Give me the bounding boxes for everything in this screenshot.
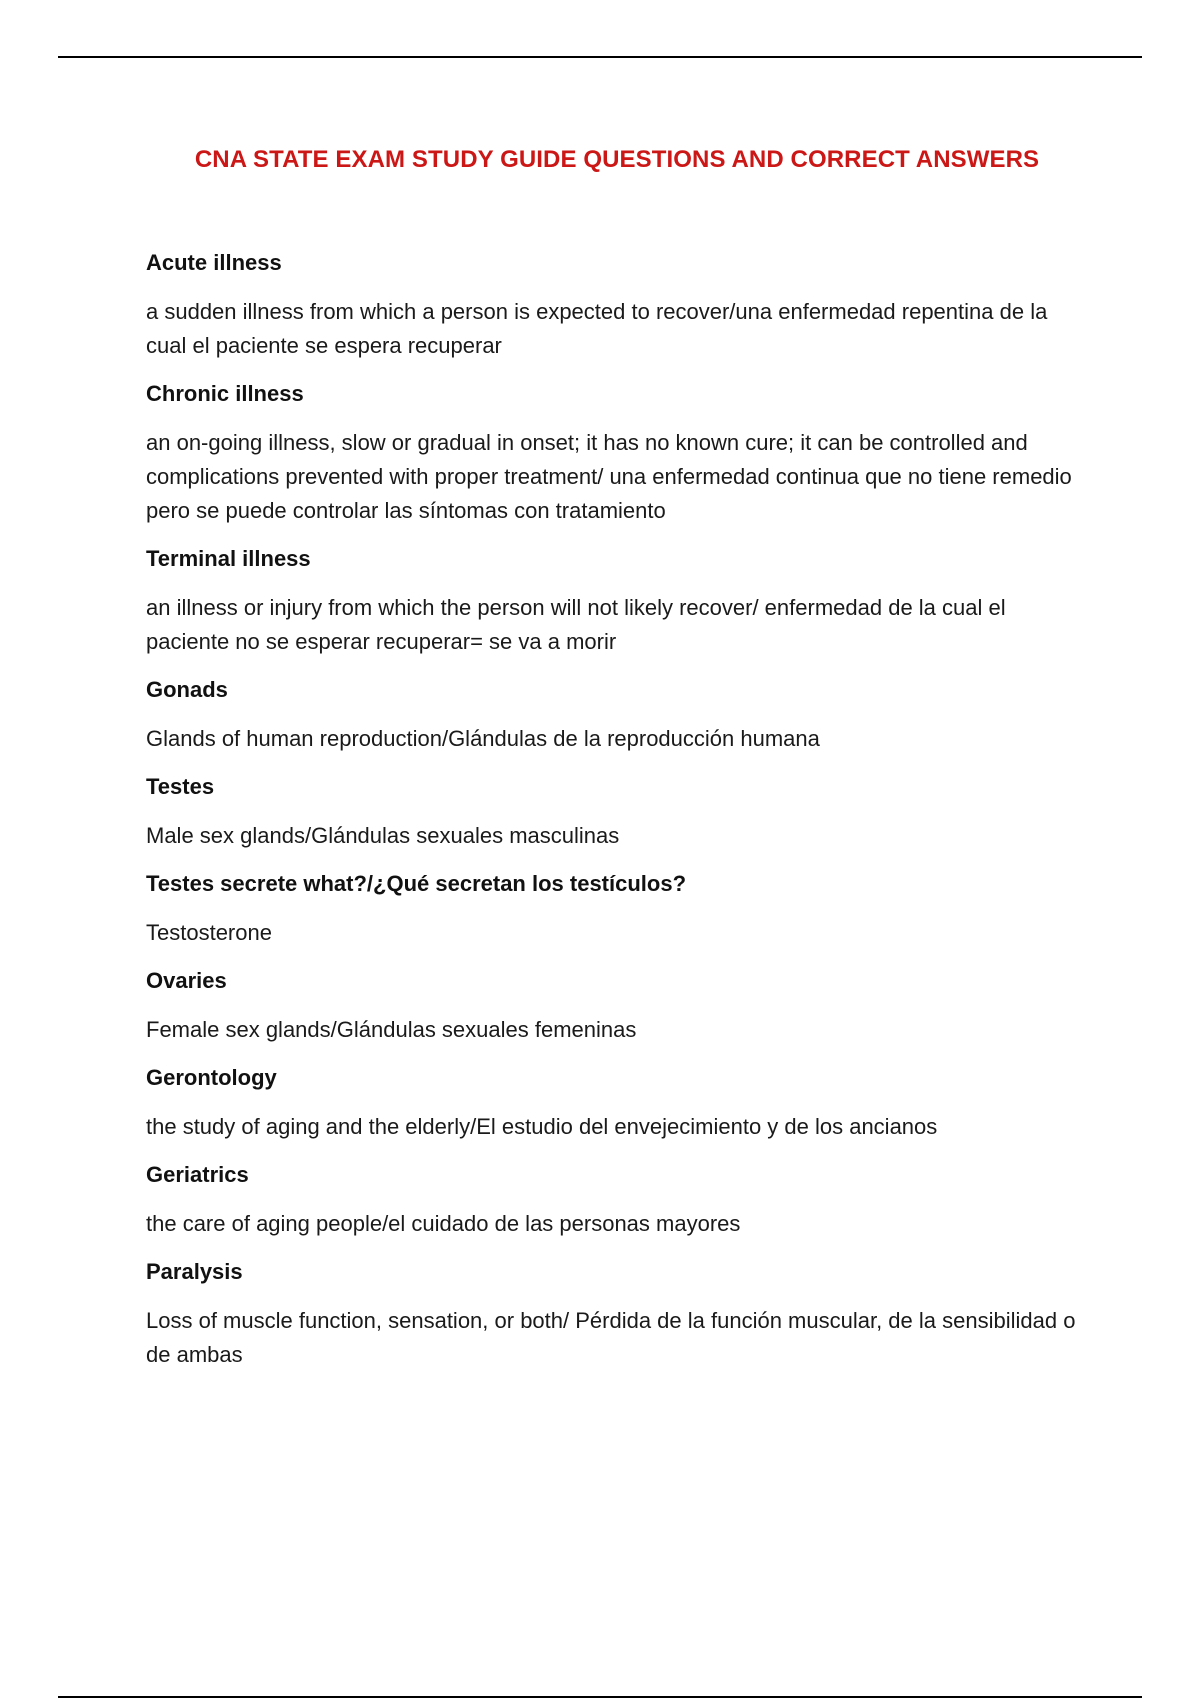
- study-guide-content: [146, 246, 1081, 1386]
- entry-definition: Glands of human reproduction/Glándulas de la reproducción humana: [146, 726, 820, 751]
- top-rule: [58, 56, 1142, 58]
- entry-term: Testes secrete what?/¿Qué secretan los testículos?: [146, 871, 687, 896]
- document-title: CNA STATE EXAM STUDY GUIDE QUESTIONS AND CORRECT ANSWERS: [194, 146, 1040, 173]
- entry-definition: Testosterone: [146, 920, 272, 945]
- entry: [146, 377, 1081, 528]
- entry-term: Paralysis: [146, 1259, 243, 1284]
- entry-term: Chronic illness: [146, 381, 304, 406]
- entry-definition: the study of aging and the elderly/El estudio del envejecimiento y de los ancianos: [146, 1114, 938, 1139]
- bottom-rule: [58, 1696, 1142, 1698]
- entry: [146, 964, 1081, 1047]
- entry-definition: an illness or injury from which the person will not likely recover/ enfermedad de la cual el paciente no se esperar recuperar= se va a morir: [146, 595, 1006, 654]
- entry-definition: Male sex glands/Glándulas sexuales masculinas: [146, 823, 620, 848]
- entry: [146, 1158, 1081, 1241]
- entry-term: Ovaries: [146, 968, 227, 993]
- entry-definition: an on-going illness, slow or gradual in onset; it has no known cure; it can be controlled and complications prevented with proper treatment/ una enfermedad continua que no tiene remedio pero se puede controlar las síntomas con tratamiento: [146, 430, 1072, 523]
- entry-term: Gerontology: [146, 1065, 277, 1090]
- entry-definition: the care of aging people/el cuidado de las personas mayores: [146, 1211, 741, 1236]
- entry-definition: Loss of muscle function, sensation, or both/ Pérdida de la función muscular, de la sensibilidad o de ambas: [146, 1308, 1076, 1367]
- entry-term: Geriatrics: [146, 1162, 249, 1187]
- entry: [146, 1061, 1081, 1144]
- entry: [146, 867, 1081, 950]
- entry-definition: Female sex glands/Glándulas sexuales femeninas: [146, 1017, 637, 1042]
- entry-term: Acute illness: [146, 250, 282, 275]
- entry-term: Gonads: [146, 677, 228, 702]
- entry: [146, 1255, 1081, 1372]
- entry-term: Terminal illness: [146, 546, 311, 571]
- entry: [146, 542, 1081, 659]
- entry: [146, 770, 1081, 853]
- entry-definition: a sudden illness from which a person is expected to recover/una enfermedad repentina de la cual el paciente se espera recuperar: [146, 299, 1048, 358]
- entry-term: Testes: [146, 774, 215, 799]
- entry: [146, 673, 1081, 756]
- entry: [146, 246, 1081, 363]
